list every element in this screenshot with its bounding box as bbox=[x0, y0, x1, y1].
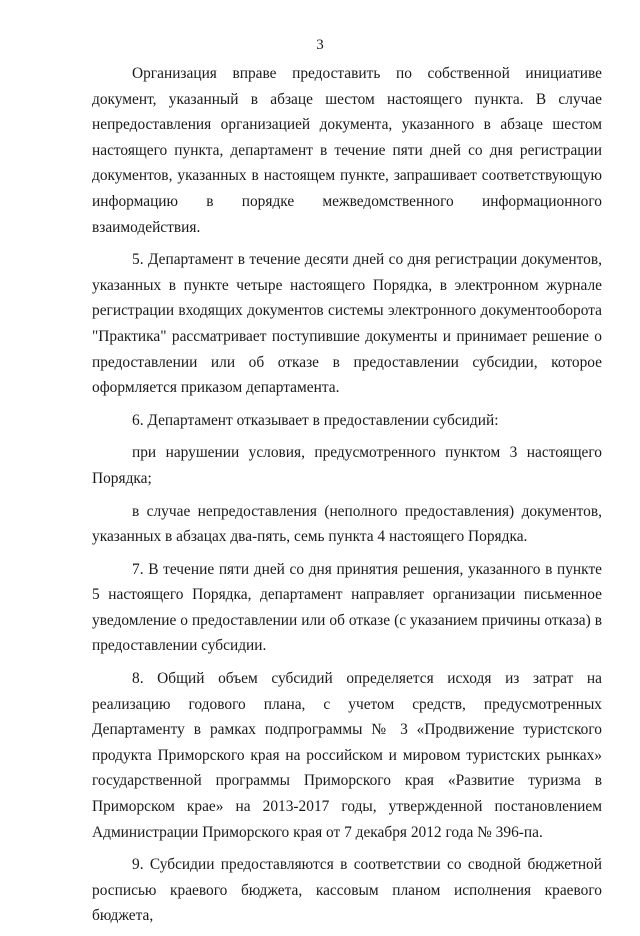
paragraph-clause-8: 8. Общий объем субсидий определяется исходя из затрат на реализацию годового плана, с учетом средств, предусмотренных Департаменту в рамках подпрограммы № 3 «Продвижение туристского продукта Приморского края на российском и мировом туристских рынках» государственной программы Приморского края «Развитие туризма в Приморском крае» на 2013-2017 годы, утвержденной постановлением Администрации Приморского края от 7 декабря 2012 года № 396-па. bbox=[92, 670, 602, 841]
paragraph-clause-5: 5. Департамент в течение десяти дней со дня регистрации документов, указанных в пункте четыре настоящего Порядка, в электронном журнале регистрации входящих документов системы электронного документооборота "Практика" рассматривает поступившие документы и принимает решение о предоставлении или об отказе в предоставлении субсидии, которое оформляется приказом департамента. bbox=[92, 251, 602, 397]
page-number: 3 bbox=[316, 37, 324, 53]
document-body bbox=[92, 61, 602, 936]
paragraph-clause-9: 9. Субсидии предоставляются в соответствии со сводной бюджетной росписью краевого бюджета, кассовым планом исполнения краевого бюджета, bbox=[92, 856, 602, 925]
paragraph-organization-document: Организация вправе предоставить по собственной инициативе документ, указанный в абзаце шестом настоящего пункта. В случае непредоставления организацией документа, указанного в абзаце шестом настоящего пункта, департамент в течение пяти дней со дня регистрации документов, указанных в настоящем пункте, запрашивает соответствующую информацию в порядке межведомственного информационного взаимодействия. bbox=[92, 65, 602, 236]
paragraph-refusal-condition-2: в случае непредоставления (неполного предоставления) документов, указанных в абзацах два-пять, семь пункта 4 настоящего Порядка. bbox=[92, 502, 602, 546]
paragraph-refusal-condition-1: при нарушении условия, предусмотренного пунктом 3 настоящего Порядка; bbox=[92, 444, 602, 487]
paragraph-clause-7: 7. В течение пяти дней со дня принятия решения, указанного в пункте 5 настоящего Порядка, департамент направляет организации письменное уведомление о предоставлении или об отказе (с указанием причины отказа) в предоставлении субсидии. bbox=[92, 560, 602, 655]
paragraph-clause-6: 6. Департамент отказывает в предоставлении субсидий: bbox=[132, 411, 499, 429]
